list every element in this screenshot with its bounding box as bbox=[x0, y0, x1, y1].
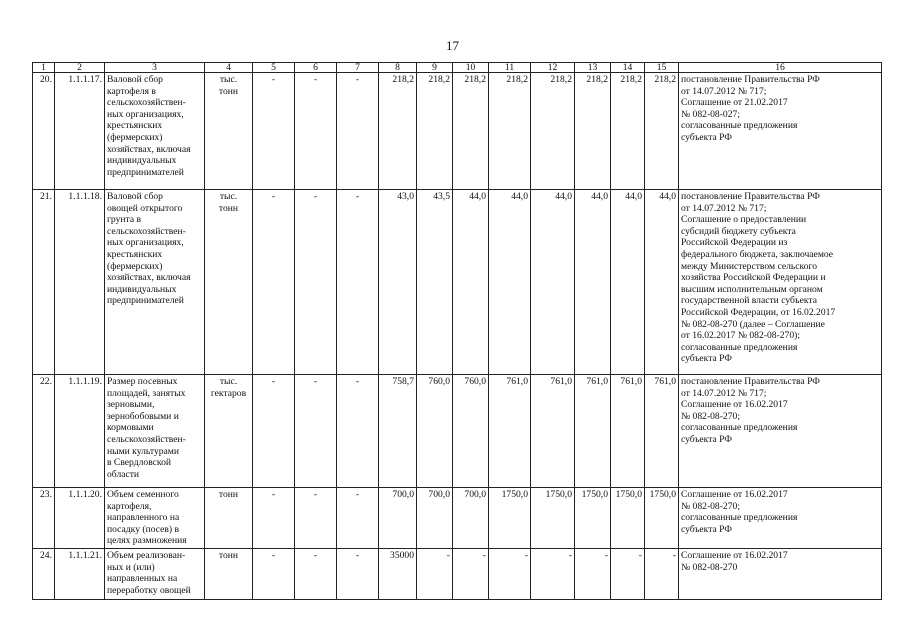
value-col-6-text: - bbox=[313, 549, 318, 561]
value-col-5-text: - bbox=[271, 74, 276, 85]
value-col-14 bbox=[611, 73, 645, 190]
indicator-code-text: 1.1.1.20. bbox=[68, 489, 102, 500]
value-col-15-text: 218,2 bbox=[654, 74, 676, 85]
value-col-13-text: - bbox=[604, 549, 608, 561]
indicator-code-text: 1.1.1.21. bbox=[68, 549, 102, 561]
value-col-7 bbox=[337, 190, 379, 375]
unit-of-measure-text: тыс. гектаров bbox=[210, 376, 247, 399]
basis-document-text: Соглашение от 16.02.2017 № 082-08-270 bbox=[681, 549, 788, 573]
value-col-12 bbox=[531, 488, 575, 549]
value-col-11 bbox=[489, 190, 531, 375]
column-header: 6 bbox=[295, 63, 337, 73]
table-row bbox=[33, 488, 882, 549]
value-col-11-text: 1750,0 bbox=[501, 489, 528, 500]
indicator-code-text: 1.1.1.18. bbox=[68, 191, 102, 202]
indicator-name bbox=[105, 73, 205, 190]
row-number-text: 23. bbox=[40, 489, 52, 500]
value-col-7 bbox=[337, 488, 379, 549]
row-number bbox=[33, 488, 55, 549]
value-col-15 bbox=[645, 190, 679, 375]
value-col-7 bbox=[337, 548, 379, 599]
value-col-13 bbox=[575, 488, 611, 549]
column-header: 13 bbox=[575, 63, 611, 73]
value-col-8-text: 218,2 bbox=[392, 74, 414, 85]
indicator-code-text: 1.1.1.19. bbox=[68, 376, 102, 387]
value-col-11-text: 44,0 bbox=[511, 191, 528, 202]
column-header: 12 bbox=[531, 63, 575, 73]
value-col-13-text: 761,0 bbox=[586, 376, 608, 387]
value-col-10 bbox=[453, 548, 489, 599]
value-col-6-text: - bbox=[313, 191, 318, 202]
value-col-15-text: 761,0 bbox=[654, 376, 676, 387]
value-col-14-text: 218,2 bbox=[620, 74, 642, 85]
unit-of-measure-text: тыс. тонн bbox=[218, 74, 239, 97]
value-col-8 bbox=[379, 73, 417, 190]
value-col-15 bbox=[645, 548, 679, 599]
value-col-9 bbox=[417, 73, 453, 190]
value-col-6-text: - bbox=[313, 376, 318, 387]
value-col-10 bbox=[453, 375, 489, 488]
unit-of-measure bbox=[205, 488, 253, 549]
indicator-name bbox=[105, 548, 205, 599]
value-col-5-text: - bbox=[271, 376, 276, 387]
value-col-11 bbox=[489, 375, 531, 488]
value-col-5-text: - bbox=[271, 549, 276, 561]
value-col-11-text: - bbox=[524, 549, 528, 561]
indicator-name bbox=[105, 375, 205, 488]
value-col-9-text: 760,0 bbox=[428, 376, 450, 387]
row-number-text: 20. bbox=[40, 74, 52, 85]
value-col-13 bbox=[575, 375, 611, 488]
table-row bbox=[33, 548, 882, 599]
indicator-name bbox=[105, 488, 205, 549]
value-col-5 bbox=[253, 73, 295, 190]
basis-document bbox=[679, 190, 882, 375]
value-col-8 bbox=[379, 190, 417, 375]
unit-of-measure-text: тонн bbox=[218, 549, 239, 561]
basis-document-text: постановление Правительства РФ от 14.07.2012 № 717; Соглашение о предоставлении субсидий бюджету субъекта Российской Федерации из федерального бюджета, заключаемое между Министерством сельского хозяйства Российской Федерации и высшим исполнительным органом государственной власти субъекта Российской Федерации, от 16.02.2017 № 082-08-270 (далее – Соглашение от 16.02.2017 № 082-08-270); согласованные предложения субъекта РФ bbox=[681, 191, 836, 365]
value-col-8-text: 758,7 bbox=[392, 376, 414, 387]
indicators-table bbox=[32, 62, 882, 600]
value-col-10-text: 44,0 bbox=[469, 191, 486, 202]
value-col-6 bbox=[295, 190, 337, 375]
value-col-14 bbox=[611, 488, 645, 549]
value-col-6 bbox=[295, 375, 337, 488]
basis-document-text: постановление Правительства РФ от 14.07.2012 № 717; Соглашение от 16.02.2017 № 082-08-270; согласованные предложения субъекта РФ bbox=[681, 376, 820, 445]
value-col-15-text: 44,0 bbox=[659, 191, 676, 202]
table-row bbox=[33, 375, 882, 488]
row-number-text: 24. bbox=[40, 549, 52, 561]
table-row bbox=[33, 73, 882, 190]
value-col-14-text: - bbox=[638, 549, 642, 561]
value-col-8 bbox=[379, 375, 417, 488]
value-col-7 bbox=[337, 73, 379, 190]
value-col-10 bbox=[453, 73, 489, 190]
indicator-name-text: Объем семенного картофеля, направленного на посадку (посев) в целях размножения bbox=[107, 489, 187, 547]
value-col-10 bbox=[453, 190, 489, 375]
basis-document bbox=[679, 548, 882, 599]
value-col-10-text: - bbox=[482, 549, 486, 561]
basis-document-text: постановление Правительства РФ от 14.07.2012 № 717; Соглашение от 21.02.2017 № 082-08-027; согласованные предложения субъекта РФ bbox=[681, 74, 820, 143]
value-col-6 bbox=[295, 73, 337, 190]
value-col-8-text: 700,0 bbox=[392, 489, 414, 500]
indicator-code-text: 1.1.1.17. bbox=[68, 74, 102, 85]
indicator-code bbox=[55, 73, 105, 190]
value-col-13-text: 1750,0 bbox=[581, 489, 608, 500]
column-header: 9 bbox=[417, 63, 453, 73]
indicator-name-text: Объем реализован- ных и (или) направленных на переработку овощей bbox=[107, 549, 191, 596]
unit-of-measure bbox=[205, 548, 253, 599]
value-col-5 bbox=[253, 548, 295, 599]
column-header: 15 bbox=[645, 63, 679, 73]
value-col-9 bbox=[417, 190, 453, 375]
value-col-9-text: 43,5 bbox=[433, 191, 450, 202]
row-number-text: 22. bbox=[40, 376, 52, 387]
row-number bbox=[33, 190, 55, 375]
value-col-7-text: - bbox=[355, 549, 360, 561]
value-col-5 bbox=[253, 375, 295, 488]
value-col-9 bbox=[417, 488, 453, 549]
unit-of-measure bbox=[205, 375, 253, 488]
value-col-14-text: 44,0 bbox=[625, 191, 642, 202]
column-header: 8 bbox=[379, 63, 417, 73]
value-col-7 bbox=[337, 375, 379, 488]
value-col-12 bbox=[531, 73, 575, 190]
unit-of-measure-text: тонн bbox=[218, 489, 239, 500]
value-col-12-text: 218,2 bbox=[550, 74, 572, 85]
row-number bbox=[33, 73, 55, 190]
value-col-12 bbox=[531, 375, 575, 488]
unit-of-measure bbox=[205, 190, 253, 375]
value-col-8-text: 43,0 bbox=[397, 191, 414, 202]
column-header: 10 bbox=[453, 63, 489, 73]
value-col-9-text: - bbox=[446, 549, 450, 561]
value-col-12-text: 1750,0 bbox=[545, 489, 572, 500]
value-col-9-text: 700,0 bbox=[428, 489, 450, 500]
column-header: 7 bbox=[337, 63, 379, 73]
indicator-name-text: Размер посевных площадей, занятых зерновыми, зернобобовыми и кормовыми сельскохозяйствен- ными культурами в Свердловской области bbox=[107, 376, 186, 480]
indicator-code bbox=[55, 488, 105, 549]
indicator-code bbox=[55, 548, 105, 599]
value-col-12-text: 44,0 bbox=[555, 191, 572, 202]
value-col-6-text: - bbox=[313, 74, 318, 85]
value-col-15 bbox=[645, 488, 679, 549]
column-header: 4 bbox=[205, 63, 253, 73]
column-header: 2 bbox=[55, 63, 105, 73]
column-header: 5 bbox=[253, 63, 295, 73]
value-col-15-text: 1750,0 bbox=[649, 489, 676, 500]
value-col-12 bbox=[531, 548, 575, 599]
value-col-10-text: 700,0 bbox=[464, 489, 486, 500]
value-col-11-text: 761,0 bbox=[506, 376, 528, 387]
value-col-11 bbox=[489, 73, 531, 190]
value-col-5-text: - bbox=[271, 191, 276, 202]
value-col-10 bbox=[453, 488, 489, 549]
value-col-9-text: 218,2 bbox=[428, 74, 450, 85]
value-col-6-text: - bbox=[313, 489, 318, 500]
indicator-code bbox=[55, 190, 105, 375]
value-col-8 bbox=[379, 488, 417, 549]
unit-of-measure bbox=[205, 73, 253, 190]
value-col-14-text: 1750,0 bbox=[615, 489, 642, 500]
value-col-12 bbox=[531, 190, 575, 375]
value-col-8-text: 35000 bbox=[390, 549, 414, 561]
value-col-14-text: 761,0 bbox=[620, 376, 642, 387]
indicator-name-text: Валовой сбор картофеля в сельскохозяйствен- ных организациях, крестьянских (фермерских) хозяйствах, включая индивидуальных предпринимателей bbox=[107, 74, 191, 178]
indicator-code bbox=[55, 375, 105, 488]
value-col-10-text: 760,0 bbox=[464, 376, 486, 387]
column-header: 3 bbox=[105, 63, 205, 73]
value-col-7-text: - bbox=[355, 74, 360, 85]
basis-document-text: Соглашение от 16.02.2017 № 082-08-270; согласованные предложения субъекта РФ bbox=[681, 489, 798, 535]
column-header: 11 bbox=[489, 63, 531, 73]
value-col-13 bbox=[575, 548, 611, 599]
value-col-14 bbox=[611, 548, 645, 599]
row-number bbox=[33, 375, 55, 488]
unit-of-measure-text: тыс. тонн bbox=[218, 191, 239, 214]
value-col-9 bbox=[417, 548, 453, 599]
value-col-5 bbox=[253, 488, 295, 549]
basis-document bbox=[679, 488, 882, 549]
table-row bbox=[33, 190, 882, 375]
value-col-13 bbox=[575, 190, 611, 375]
value-col-15-text: - bbox=[672, 549, 676, 561]
value-col-11 bbox=[489, 548, 531, 599]
value-col-7-text: - bbox=[355, 191, 360, 202]
column-header: 16 bbox=[679, 63, 882, 73]
value-col-6 bbox=[295, 488, 337, 549]
column-header: 1 bbox=[33, 63, 55, 73]
indicator-name bbox=[105, 190, 205, 375]
value-col-5 bbox=[253, 190, 295, 375]
value-col-15 bbox=[645, 375, 679, 488]
value-col-13-text: 218,2 bbox=[586, 74, 608, 85]
value-col-9 bbox=[417, 375, 453, 488]
value-col-10-text: 218,2 bbox=[464, 74, 486, 85]
value-col-15 bbox=[645, 73, 679, 190]
value-col-12-text: - bbox=[568, 549, 572, 561]
row-number-text: 21. bbox=[40, 191, 52, 202]
basis-document bbox=[679, 375, 882, 488]
basis-document bbox=[679, 73, 882, 190]
value-col-14 bbox=[611, 190, 645, 375]
column-number-row bbox=[33, 63, 882, 73]
value-col-7-text: - bbox=[355, 376, 360, 387]
row-number bbox=[33, 548, 55, 599]
value-col-13 bbox=[575, 73, 611, 190]
value-col-5-text: - bbox=[271, 489, 276, 500]
column-header: 14 bbox=[611, 63, 645, 73]
value-col-13-text: 44,0 bbox=[591, 191, 608, 202]
value-col-11-text: 218,2 bbox=[506, 74, 528, 85]
value-col-14 bbox=[611, 375, 645, 488]
value-col-7-text: - bbox=[355, 489, 360, 500]
value-col-12-text: 761,0 bbox=[550, 376, 572, 387]
value-col-6 bbox=[295, 548, 337, 599]
value-col-11 bbox=[489, 488, 531, 549]
page-number: 17 bbox=[446, 38, 459, 53]
indicator-name-text: Валовой сбор овощей открытого грунта в сельскохозяйствен- ных организациях, крестьянских (фермерских) хозяйствах, включая индивидуальных предпринимателей bbox=[107, 191, 191, 307]
value-col-8 bbox=[379, 548, 417, 599]
